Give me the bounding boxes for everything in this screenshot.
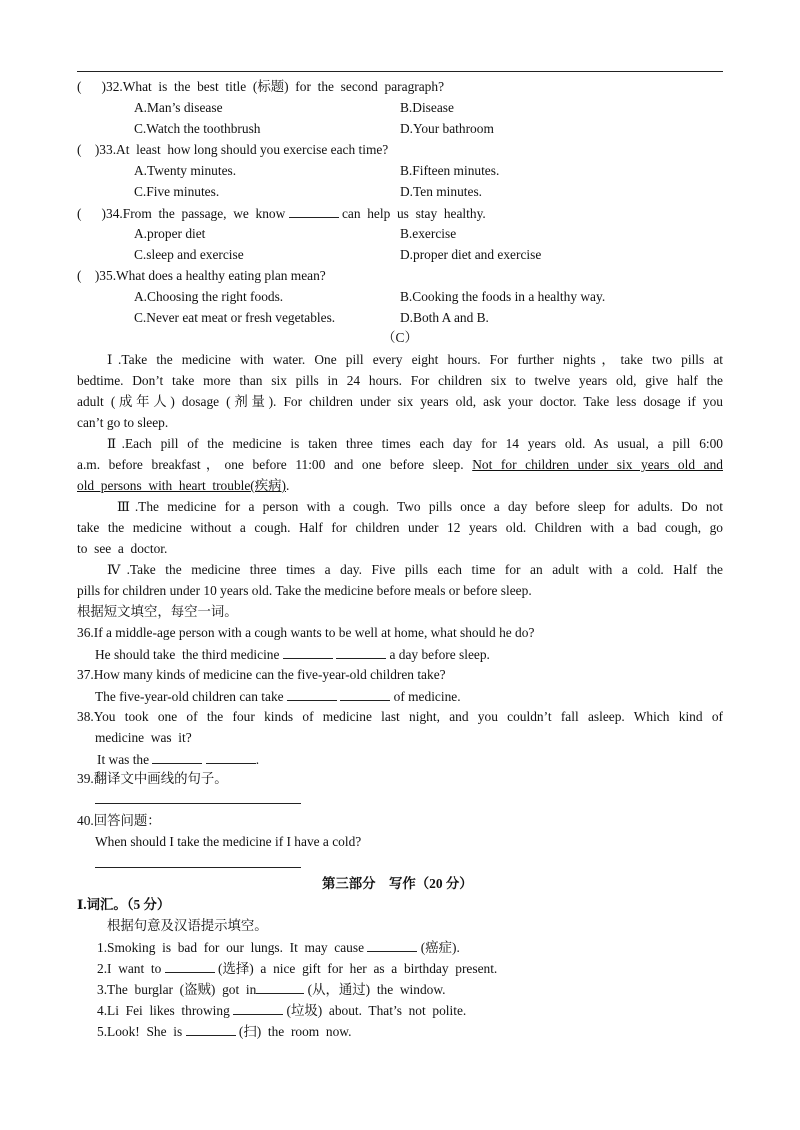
vocab-item-4-pre: 4.Li Fei likes throwing: [97, 1003, 234, 1018]
vocab-item-3-post: (从，通过) the window.: [304, 982, 446, 997]
q35-stem: ( )35.What does a healthy eating plan mean?: [77, 268, 326, 283]
vocab-item-5: [97, 1023, 351, 1040]
q37-answer-pre: The five-year-old children can take: [95, 689, 287, 704]
vocab-item-2-post: (选择) a nice gift for her as a birthday present.: [214, 961, 498, 976]
para3-line3: to see a doctor.: [77, 541, 168, 556]
q32-option-d: D.Your bathroom: [400, 121, 494, 136]
answer-blank[interactable]: [233, 1002, 283, 1015]
q34-stem-pre: ( )34.From the passage, we know: [77, 206, 289, 221]
vocab-item-4-post: (垃圾) about. That’s not polite.: [283, 1003, 467, 1018]
q35-option-c: C.Never eat meat or fresh vegetables.: [134, 310, 336, 325]
answer-blank[interactable]: [283, 646, 333, 659]
para1-line3: adult (成年人) dosage (剂量). For children under six years old, ask your doctor. Take less dosage if you: [77, 394, 723, 409]
q33-option-c: C.Five minutes.: [134, 184, 220, 199]
vocab-item-3: [97, 981, 446, 998]
q37-stem: 37.How many kinds of medicine can the five-year-old children take?: [77, 667, 446, 682]
q33-option-d: D.Ten minutes.: [400, 184, 482, 199]
q33-stem: ( )33.At least how long should you exercise each time?: [77, 142, 389, 157]
para2-line2: [77, 457, 723, 473]
vocab-heading: Ⅰ.词汇。（5 分）: [77, 897, 171, 912]
q37-answer-post: of medicine.: [390, 689, 461, 704]
para1-line1: Ⅰ.Take the medicine with water. One pill every eight hours. For further nights，take two pills at: [107, 352, 723, 367]
q39-stem: 39.翻译文中画线的句子。: [77, 771, 228, 786]
q36-answer-post: a day before sleep.: [386, 647, 490, 662]
vocab-item-3-pre: 3.The burglar (盗贼) got in: [97, 982, 257, 997]
answer-blank[interactable]: [165, 960, 215, 973]
header-rule: [77, 71, 723, 72]
answer-blank[interactable]: [186, 1023, 236, 1036]
q38-answer-line: [97, 751, 259, 768]
q34-stem-post: can help us stay healthy.: [338, 206, 486, 221]
q32-stem: ( )32.What is the best title (标题) for the second paragraph?: [77, 79, 445, 94]
q37-answer-line: [95, 688, 461, 705]
vocab-instruction: 根据句意及汉语提示填空。: [107, 918, 268, 933]
vocab-item-5-pre: 5.Look! She is: [97, 1024, 186, 1039]
answer-blank[interactable]: [289, 205, 339, 218]
q36-answer-line: [95, 646, 490, 663]
q34-option-c: C.sleep and exercise: [134, 247, 244, 262]
para1-line4: can’t go to sleep.: [77, 415, 169, 430]
q34-option-b: B.exercise: [400, 226, 457, 241]
q34-stem: [77, 205, 486, 222]
q38-stem-line1: 38.You took one of the four kinds of medicine last night, and you couldn’t fall asleep. Which kind of: [77, 709, 723, 724]
vocab-item-1-pre: 1.Smoking is bad for our lungs. It may cause: [97, 940, 368, 955]
para4-line1: Ⅳ.Take the medicine three times a day. Five pills each time for an adult with a cold. Half the: [107, 562, 723, 577]
answer-blank[interactable]: [340, 688, 390, 701]
para3-line1: Ⅲ.The medicine for a person with a cough. Two pills once a day before sleep for adults. Do not: [117, 499, 723, 514]
answer-blank[interactable]: [206, 751, 256, 764]
vocab-item-1: [97, 939, 460, 956]
underlined-sentence-part1: Not for children under six years old and: [472, 457, 723, 472]
vocab-item-1-post: (癌症).: [417, 940, 460, 955]
q38-answer-post: .: [255, 752, 260, 767]
part3-title: 第三部分 写作（20 分）: [322, 876, 473, 891]
q40-question: When should I take the medicine if I have a cold?: [95, 834, 362, 849]
fill-in-instruction: 根据短文填空，每空一词。: [77, 604, 238, 619]
q34-option-d: D.proper diet and exercise: [400, 247, 542, 262]
q32-option-c: C.Watch the toothbrush: [134, 121, 261, 136]
q32-option-a: A.Man’s disease: [134, 100, 223, 115]
para1-line2: bedtime. Don’t take more than six pills in 24 hours. For children six to twelve years old, give half the: [77, 373, 723, 388]
vocab-item-2: [97, 960, 497, 977]
q40-stem: 40.回答问题：: [77, 813, 161, 828]
q39-answer-line[interactable]: [95, 803, 301, 804]
para2-line1: Ⅱ.Each pill of the medicine is taken three times each day for 14 years old. As usual, a pill 6:00: [107, 436, 723, 451]
underlined-sentence-part2: old persons with heart trouble(疾病): [77, 478, 286, 493]
q36-stem: 36.If a middle-age person with a cough wants to be well at home, what should he do?: [77, 625, 535, 640]
q40-answer-line[interactable]: [95, 867, 301, 868]
para2-line3: [77, 478, 289, 494]
q35-option-a: A.Choosing the right foods.: [134, 289, 284, 304]
answer-blank[interactable]: [336, 646, 386, 659]
q35-option-d: D.Both A and B.: [400, 310, 489, 325]
q33-option-b: B.Fifteen minutes.: [400, 163, 500, 178]
para4-line2: pills for children under 10 years old. Take the medicine before meals or before sleep.: [77, 583, 532, 598]
vocab-item-5-post: (扫) the room now.: [235, 1024, 352, 1039]
q38-stem-line2: medicine was it?: [95, 730, 192, 745]
answer-blank[interactable]: [287, 688, 337, 701]
q35-option-b: B.Cooking the foods in a healthy way.: [400, 289, 606, 304]
vocab-item-4: [97, 1002, 466, 1019]
answer-blank[interactable]: [256, 981, 304, 994]
vocab-item-2-pre: 2.I want to: [97, 961, 165, 976]
answer-blank[interactable]: [367, 939, 417, 952]
section-c-heading: （C）: [382, 330, 418, 345]
answer-blank[interactable]: [152, 751, 202, 764]
q32-option-b: B.Disease: [400, 100, 454, 115]
q33-option-a: A.Twenty minutes.: [134, 163, 237, 178]
q34-option-a: A.proper diet: [134, 226, 206, 241]
para2-line2-plain: a.m. before breakfast，one before 11:00 and one before sleep.: [77, 457, 473, 472]
para3-line2: take the medicine without a cough. Half for children under 12 years old. Children with a bad cough, go: [77, 520, 723, 535]
para2-line3-end: .: [286, 478, 290, 493]
q36-answer-pre: He should take the third medicine: [95, 647, 283, 662]
q38-answer-pre: It was the: [97, 752, 153, 767]
